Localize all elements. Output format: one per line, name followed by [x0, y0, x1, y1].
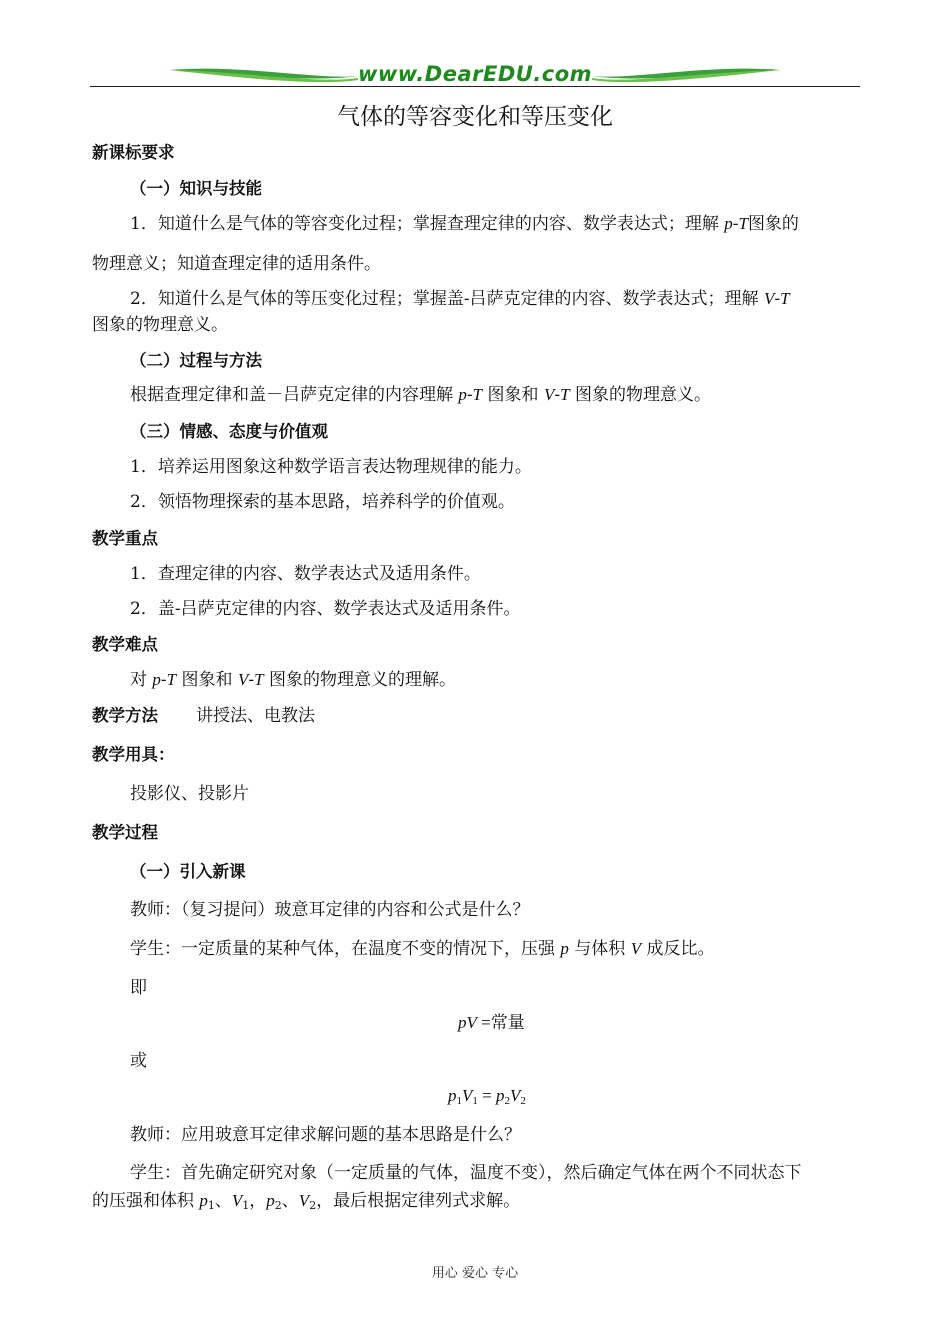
formula-pv-constant — [458, 1012, 525, 1034]
paragraph-student-2a: 学生：首先确定研究对象（一定质量的气体，温度不变），然后确定气体在两个不同状态下 — [130, 1163, 802, 1183]
paragraph-d1 — [130, 669, 456, 691]
var-v: V — [237, 670, 249, 689]
heading-difficulties: 教学难点 — [92, 635, 158, 654]
paragraph-k1a — [130, 213, 799, 235]
var-p: p — [724, 214, 733, 233]
sep: 、 — [214, 1191, 232, 1211]
dash: - — [732, 214, 739, 234]
text: =常量 — [476, 1013, 525, 1032]
paragraph-ji: 即 — [130, 978, 147, 998]
subheading-intro: （一）引入新课 — [130, 862, 246, 881]
dash: - — [248, 670, 255, 690]
text: 图象的物理意义。 — [569, 385, 711, 405]
text: 根据查理定律和盖－吕萨克定律的内容理解 — [130, 385, 459, 405]
subscript: 1 — [472, 1095, 478, 1107]
subscript: 2 — [309, 1199, 317, 1212]
subheading-emotion: （三）情感、态度与价值观 — [130, 422, 328, 441]
var-v: V — [763, 289, 775, 308]
var-p: p — [152, 670, 161, 689]
text: ，最后根据定律列式求解。 — [316, 1191, 521, 1211]
var-v: V — [298, 1191, 310, 1210]
paragraph-huo: 或 — [130, 1051, 147, 1071]
text: 成反比。 — [641, 939, 715, 959]
brand-logo-text[interactable]: www.DearEDU.com — [357, 62, 593, 86]
paragraph-student-1 — [130, 938, 715, 960]
paragraph-student-2b — [92, 1190, 520, 1217]
paragraph-e1: 1．培养运用图象这种数学语言表达物理规律的能力。 — [130, 457, 532, 477]
heading-requirements: 新课标要求 — [92, 143, 175, 162]
subscript: 1 — [456, 1095, 462, 1107]
var-t: T — [472, 385, 483, 404]
paragraph-p1 — [130, 384, 711, 406]
text: 2．知道什么是气体的等压变化过程；掌握盖-吕萨克定律的内容、数学表达式；理解 — [130, 289, 764, 309]
text: 图象的物理意义的理解。 — [263, 670, 456, 690]
subheading-process: （二）过程与方法 — [130, 351, 262, 370]
subscript: 2 — [520, 1095, 526, 1107]
var-v: V — [466, 1013, 477, 1032]
text: 与体积 — [568, 939, 631, 959]
var-p: p — [448, 1086, 457, 1105]
dash: - — [554, 385, 561, 405]
methods-value: 讲授法、电教法 — [196, 706, 315, 726]
heading-methods: 教学方法 — [92, 706, 158, 725]
paragraph-k2b: 图象的物理意义。 — [92, 315, 228, 335]
var-v: V — [509, 1086, 521, 1105]
dash: - — [466, 385, 473, 405]
paragraph-kp1: 1．查理定律的内容、数学表达式及适用条件。 — [130, 564, 481, 584]
sep: 、 — [281, 1191, 299, 1211]
formula-p1v1-p2v2 — [448, 1085, 526, 1112]
subscript: 1 — [207, 1199, 215, 1212]
heading-key-points: 教学重点 — [92, 529, 158, 548]
var-t: T — [560, 385, 570, 404]
var-v: V — [543, 385, 555, 404]
page-title: 气体的等容变化和等压变化 — [337, 104, 613, 130]
heading-procedure: 教学过程 — [92, 823, 158, 842]
subscript: 2 — [274, 1199, 282, 1212]
var-t: T — [738, 214, 748, 233]
text: 图象的 — [747, 214, 799, 234]
text: 对 — [130, 670, 153, 690]
paragraph-k2a — [130, 288, 790, 310]
var-t: T — [780, 289, 790, 308]
var-t: T — [166, 670, 177, 689]
page-footer: 用心 爱心 专心 — [431, 1266, 519, 1281]
subscript: 2 — [504, 1095, 510, 1107]
subheading-knowledge: （一）知识与技能 — [130, 179, 262, 198]
var-p: p — [266, 1191, 275, 1210]
dash: - — [160, 670, 167, 690]
var-v: V — [231, 1191, 243, 1210]
text: 图象和 — [482, 385, 544, 405]
paragraph-k1b: 物理意义；知道查理定律的适用条件。 — [92, 254, 381, 274]
sep: ， — [249, 1191, 267, 1211]
tools-value: 投影仪、投影片 — [130, 784, 249, 804]
text: 图象和 — [176, 670, 238, 690]
subscript: 1 — [242, 1199, 250, 1212]
var-v: V — [630, 939, 642, 958]
header-rule — [90, 86, 860, 87]
paragraph-teacher-2: 教师：应用玻意耳定律求解问题的基本思路是什么？ — [130, 1125, 521, 1145]
heading-tools: 教学用具： — [92, 745, 175, 764]
paragraph-e2: 2．领悟物理探索的基本思路，培养科学的价值观。 — [130, 492, 515, 512]
paragraph-kp2: 2．盖-吕萨克定律的内容、数学表达式及适用条件。 — [130, 599, 521, 619]
header-banner — [90, 62, 860, 92]
var-v: V — [462, 1086, 473, 1105]
var-p: p — [495, 1086, 505, 1105]
equals: = — [477, 1086, 496, 1105]
paragraph-teacher-1: 教师：（复习提问）玻意耳定律的内容和公式是什么？ — [130, 900, 530, 920]
text: 学生：一定质量的某种气体，在温度不变的情况下，压强 — [130, 939, 561, 959]
var-p: p — [458, 385, 467, 404]
text: 1．知道什么是气体的等容变化过程；掌握查理定律的内容、数学表达式；理解 — [130, 214, 725, 234]
var-t: T — [254, 670, 264, 689]
dash: - — [774, 289, 781, 309]
var-p: p — [199, 1191, 208, 1210]
var-p: p — [560, 939, 569, 958]
var-p: p — [458, 1013, 467, 1032]
text: 的压强和体积 — [92, 1191, 200, 1211]
